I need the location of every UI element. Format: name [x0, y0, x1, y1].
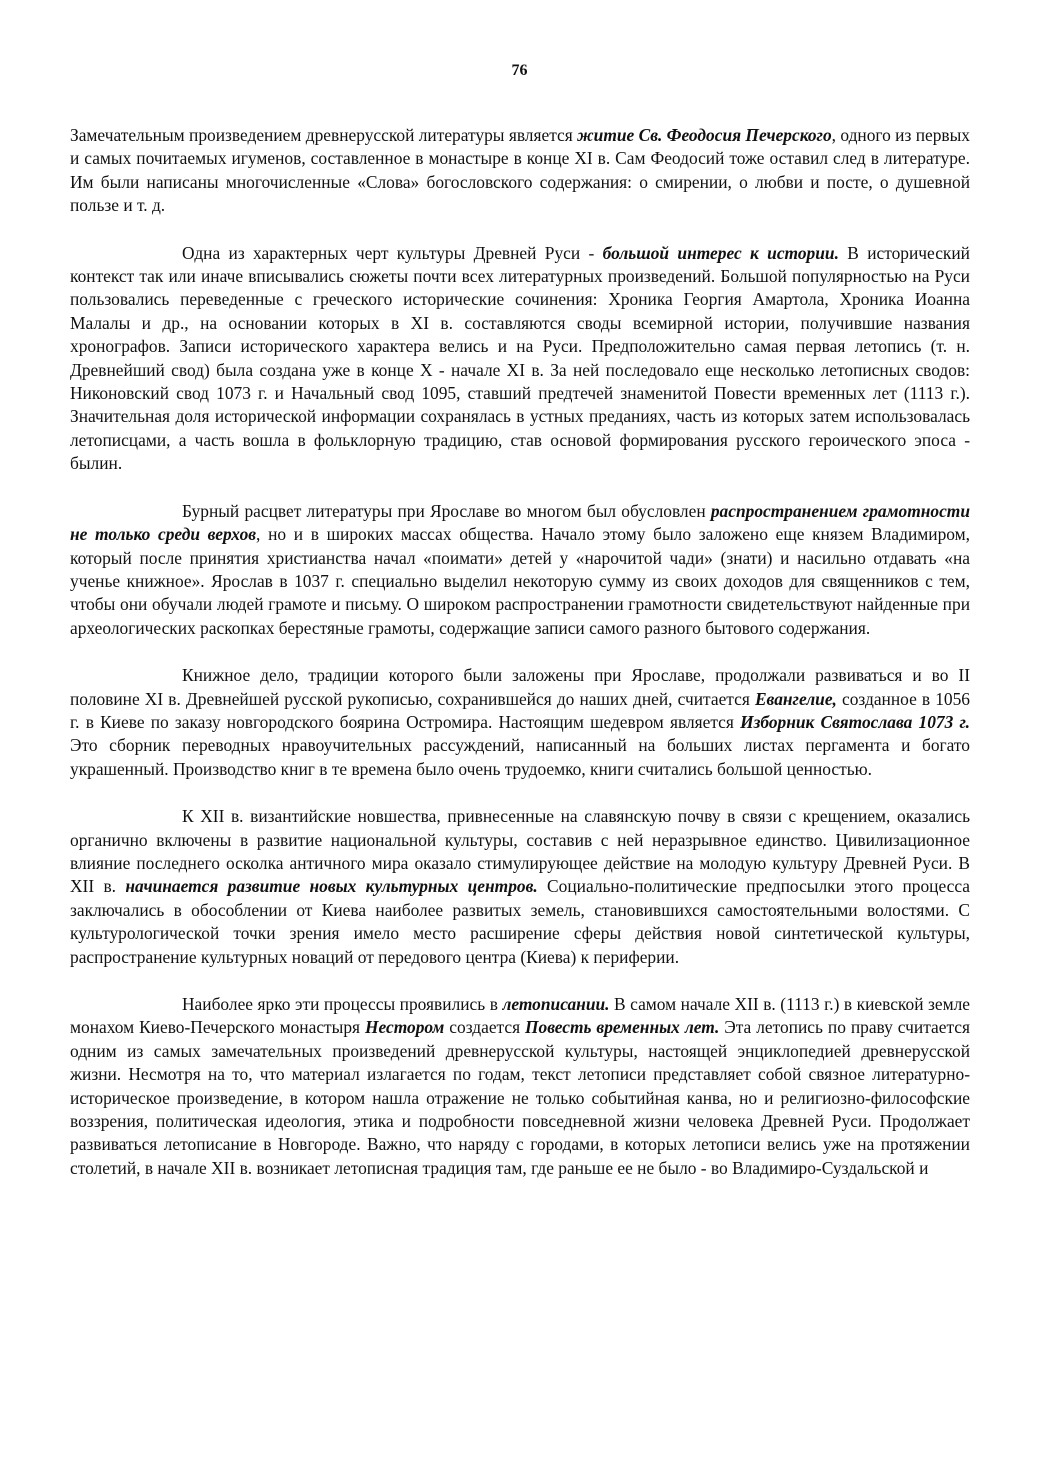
- text-run: Книжное дело, традиции которого были заложены при Ярославе, продолжали развиваться и во II половине XI в. Древнейшей русской рукописью, сохранившейся до наших дней, считается: [70, 665, 970, 709]
- emphasis-run: Нестором: [364, 1017, 445, 1038]
- page-number: 76: [511, 62, 528, 79]
- text-run: Наиболее ярко эти процессы проявились в: [182, 994, 503, 1014]
- text-run: Одна из характерных черт культуры Древней Руси -: [182, 242, 603, 263]
- paragraph-3: [70, 500, 970, 640]
- text-run: Эта летопись по праву считается одним из самых замечательных произведений древнерусской культуры, настоящей энциклопедией древнерусской жизни. Несмотря на то, что материал излагается по годам, текст летописи представляет собой связное литературно-историческое произведение, в котором нашла отражение не только событийная канва, но и религиозно-философские воззрения, политическая идеология, этика и подробности повседневной жизни человека Древней Руси. Продолжает развиваться летописание в Новгороде. Важно, что наряду с городами, в которых летописи велись уже на протяжении столетий, в начале XII в. возникает летописная традиция там, где раньше ее не было - во Владимиро-Суздальской и: [70, 1017, 971, 1178]
- emphasis-run: Повесть временных лет.: [525, 1017, 720, 1038]
- paragraph-5: [70, 805, 970, 969]
- document-body: [70, 124, 970, 1180]
- text-run: создается: [444, 1017, 526, 1038]
- paragraph-6: [70, 993, 970, 1180]
- text-run: Социально-политические предпосылки этого процесса заключались в обособлении от Киева наиболее развитых земель, становившихся самостоятельными волостями. С культурологической точки зрения имело место расширение сферы действия новой синтетической культуры, распространение культурных новаций от передового центра (Киева) к периферии.: [70, 876, 970, 967]
- emphasis-run: Изборник Святослава 1073 г.: [740, 711, 970, 732]
- paragraph-4: [70, 664, 970, 781]
- text-run: Это сборник переводных нравоучительных рассуждений, написанный на больших листах пергамента и богато украшенный. Производство книг в те времена было очень трудоемко, книги считались большой ценностью.: [70, 735, 970, 779]
- emphasis-run: летописании.: [502, 994, 610, 1014]
- text-run: созданное в 1056 г. в Киеве по заказу новгородского боярина Остромира. Настоящим шедевром является: [70, 688, 970, 732]
- text-run: В самом начале XII в. (1113 г.) в киевской земле монахом Киево-Печерского монастыря: [70, 994, 971, 1038]
- emphasis-run: житие Св. Феодосия Печерского: [577, 125, 832, 145]
- paragraph-2: [70, 242, 970, 476]
- paragraph-1: [70, 124, 970, 218]
- text-run: В исторический контекст так или иначе вписывались сюжеты почти всех литературных произведений. Большой популярностью на Руси пользовались переведенные с греческого исторические сочинения: Хроника Георгия Амартола, Хроника Иоанна Малалы и др., на основании которых в XI в. составляются своды всемирной истории, получившие названия хронографов. Записи исторического характера велись и на Руси. Предположительно самая первая летопись (т. н. Древнейший свод) была создана уже в конце X - начале XI в. За ней последовало еще несколько летописных сводов: Никоновский свод 1073 г. и Начальный свод 1095, ставший предтечей знаменитой Повести временных лет (1113 г.). Значительная доля исторической информации сохранялась в устных преданиях, часть из которых затем использовалась летописцами, а часть вошла в фольклорную традицию, став основой формирования русского героического эпоса - былин.: [70, 242, 970, 474]
- text-run: К XII в. византийские новшества, привнесенные на славянскую почву в связи с крещением, оказались органично включены в развитие национальной культуры, составив с ней неразрывное единство. Цивилизационное влияние последнего осколка античного мира оказало стимулирующее действие на молодую культуру Древней Руси. В XII в.: [70, 806, 970, 897]
- emphasis-run: начинается развитие новых культурных центров.: [125, 876, 538, 897]
- text-run: Бурный расцвет литературы при Ярославе во многом был обусловлен: [182, 500, 711, 521]
- text-run: Замечательным произведением древнерусской литературы является: [70, 125, 578, 145]
- emphasis-run: большой интерес к истории.: [602, 242, 839, 263]
- text-run: , одного из первых и самых почитаемых игуменов, составленное в монастыре в конце XI в. Сам Феодосий тоже оставил след в литературе. Им были написаны многочисленные «Слова» богословского содержания: о смирении, о любви и посте, о душевной пользе и т. д.: [70, 125, 971, 216]
- emphasis-run: распространением грамотности не только среди верхов: [70, 500, 970, 545]
- text-run: , но и в широких массах общества. Начало этому было заложено еще князем Владимиром, который после принятия христианства начал «поимати» детей у «нарочитой чади» (знати) и насильно отдавать «на ученье книжное». Ярослав в 1037 г. специально выделил некоторую сумму из своих доходов для священников с тем, чтобы они обучали людей грамоте и письму. О широком распространении грамотности свидетельствуют найденные при археологических раскопках берестяные грамоты, содержащие записи самого разного бытового содержания.: [70, 524, 971, 638]
- emphasis-run: Евангелие,: [754, 688, 837, 709]
